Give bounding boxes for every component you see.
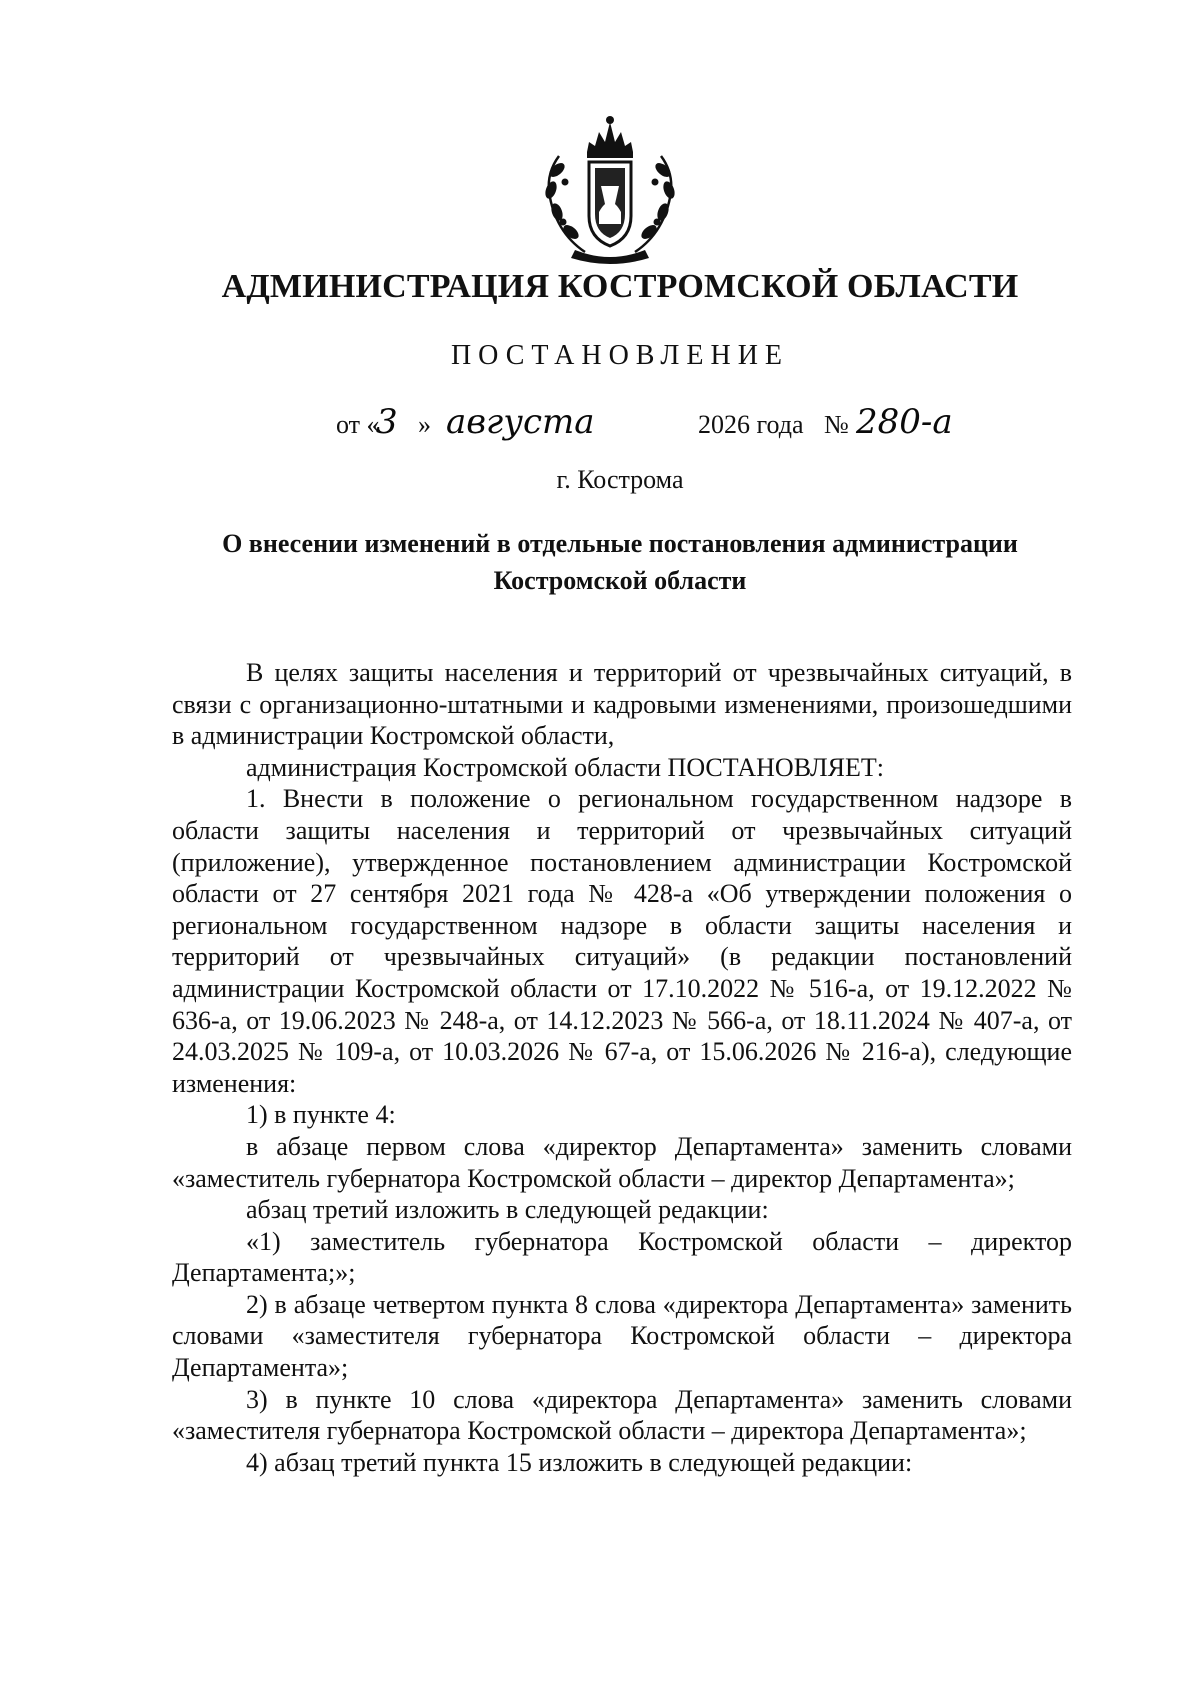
date-month-handwritten: августа (446, 402, 595, 442)
paragraph-subitem-3: 3) в пункте 10 слова «директора Департамента» заменить словами «заместителя губернатора Костромской области – директора Департамента»; (172, 1384, 1072, 1446)
paragraph-preamble: В целях защиты населения и территорий от чрезвычайных ситуаций, в связи с организационно-штатными и кадровыми изменениями, произошедшими в администрации Костромской области, (172, 658, 1072, 751)
date-year: 2026 года (698, 410, 804, 439)
paragraph-subitem-1: 1) в пункте 4: (246, 1100, 396, 1130)
paragraph-resolves: администрация Костромской области ПОСТАНОВЛЯЕТ: (246, 752, 885, 782)
document-type: ПОСТАНОВЛЕНИЕ (450, 340, 790, 371)
city-line: г. Кострома (556, 465, 684, 494)
paragraph-abzac-3: абзац третий изложить в следующей редакции: (246, 1195, 769, 1225)
coat-of-arms-emblem (535, 112, 685, 264)
paragraph-quote-1: «1) заместитель губернатора Костромской области – директор Департамента;»; (172, 1226, 1072, 1288)
doc-number-handwritten: 280-а (856, 402, 953, 442)
paragraph-subitem-2: 2) в абзаце четвертом пункта 8 слова «директора Департамента» заменить словами «заместителя губернатора Костромской области – директора Департамента»; (172, 1289, 1072, 1383)
document-body (172, 657, 1072, 1478)
date-day-handwritten: 3 (376, 402, 398, 442)
paragraph-abzac-1: в абзаце первом слова «директор Департамента» заменить словами «заместитель губернатора Костромской области – директор Департамента»; (172, 1131, 1072, 1193)
subject-line-1: О внесении изменений в отдельные постановления администрации (222, 529, 1018, 558)
paragraph-item-1: 1. Внести в положение о региональном государственном надзоре в области защиты населения и территорий от чрезвычайных ситуаций (приложение), утвержденное постановлением администрации Костромской области от 27 сентября 2021 года № 428-а «Об утверждении положения о региональном государственном надзоре в области защиты населения и территорий от чрезвычайных ситуаций» (в редакции постановлений администрации Костромской области от 17.10.2022 № 516-а, от 19.12.2022 № 636-а, от 19.06.2023 № 248-а, от 14.12.2023 № 566-а, от 18.11.2024 № 407-а, от 24.03.2025 № 109-а, от 10.03.2026 № 67-а, от 15.06.2026 № 216-а), следующие изменения: (172, 784, 1072, 1098)
subject-line-2: Костромской области (493, 566, 747, 595)
paragraph-subitem-4: 4) абзац третий пункта 15 изложить в следующей редакции: (246, 1447, 913, 1477)
organization-title: АДМИНИСТРАЦИЯ КОСТРОМСКОЙ ОБЛАСТИ (221, 268, 1019, 305)
date-close-quote: » (418, 410, 431, 439)
date-number-line (336, 402, 1036, 452)
document-subject (170, 525, 1070, 599)
date-from-label: от « (336, 410, 380, 439)
number-sign: № (824, 410, 849, 439)
